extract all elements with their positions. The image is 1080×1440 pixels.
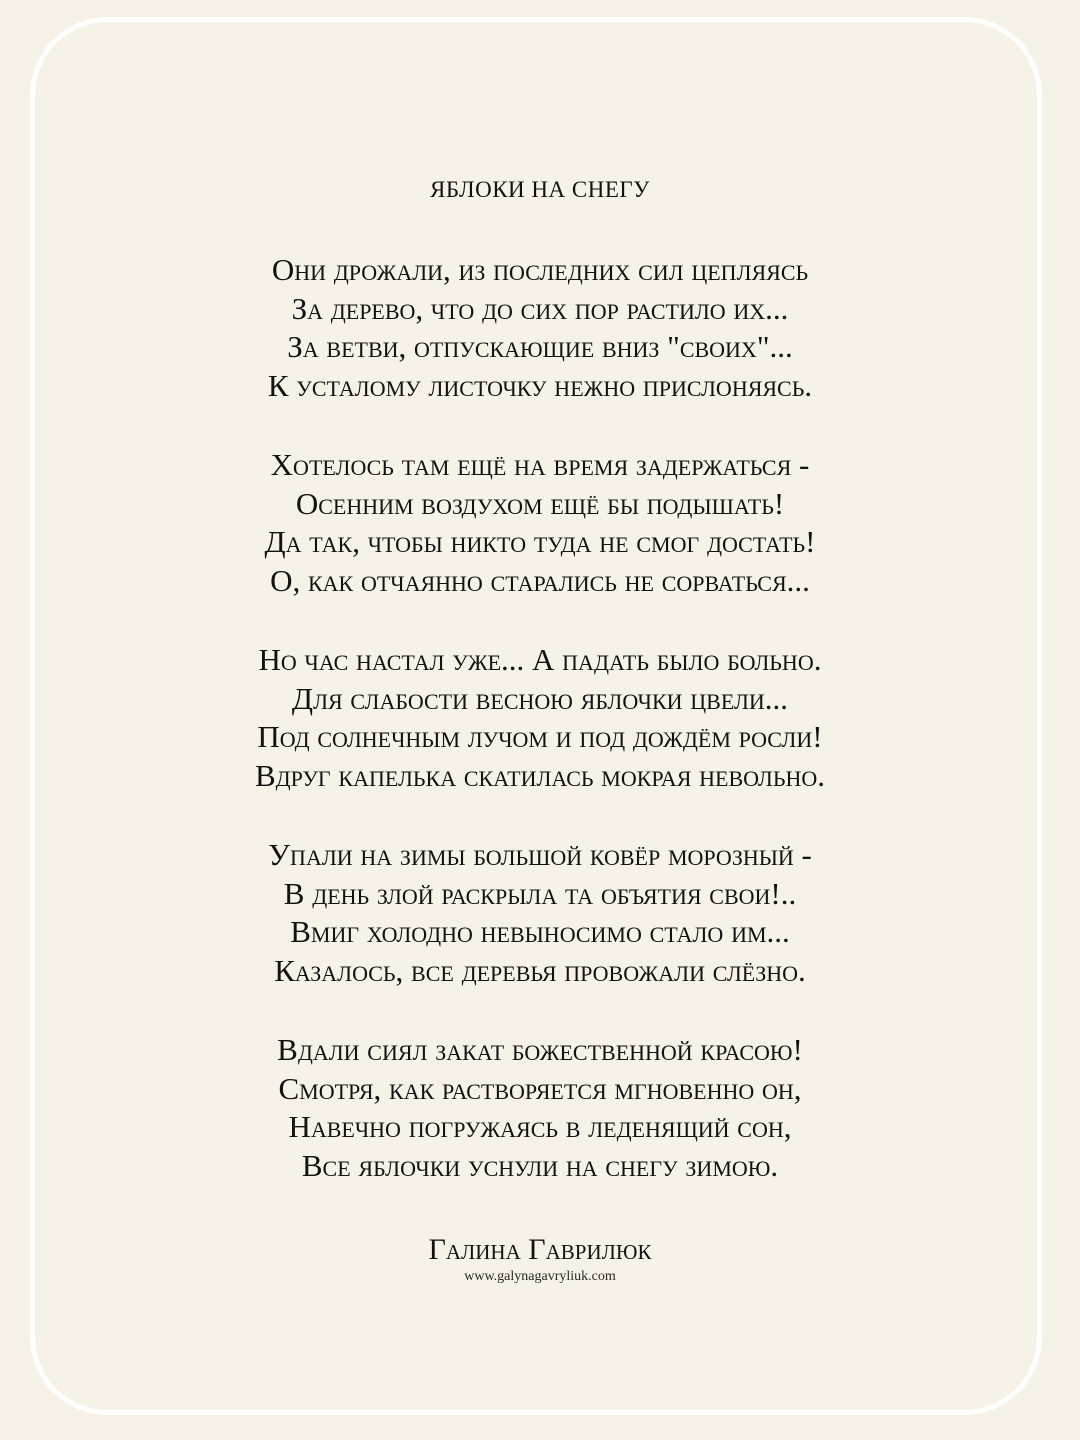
author-name: Галина Гаврилюк <box>428 1233 652 1266</box>
poem-line: Вмиг холодно невыносимо стало им... <box>290 914 790 949</box>
poem-line: Навечно погружаясь в леденящий сон, <box>288 1109 792 1144</box>
author-website: www.galynagavryliuk.com <box>464 1269 616 1284</box>
poem-line: К усталому листочку нежно прислоняясь. <box>267 367 813 403</box>
poem-line: Смотря, как растворяется мгновенно он, <box>278 1070 802 1106</box>
poem-line: Все яблочки уснули на снегу зимою. <box>301 1147 779 1183</box>
poem-line: Хотелось там ещё на время задержаться - <box>270 447 810 482</box>
stanza-5 <box>0 1031 1080 1185</box>
poem-card <box>0 175 1080 1286</box>
poem-title: ЯБЛОКИ НА СНЕГУ <box>430 177 650 202</box>
poem-body <box>0 251 1080 1185</box>
stanza-2 <box>0 446 1080 600</box>
poem-line: Они дрожали, из последних сил цепляясь <box>271 252 809 287</box>
poem-line: Для слабости весною яблочки цвели... <box>291 680 789 716</box>
poem-line: Под солнечным лучом и под дождём росли! <box>257 719 823 754</box>
stanza-1 <box>0 251 1080 405</box>
poem-line: Вдруг капелька скатилась мокрая невольно. <box>254 757 825 793</box>
poem-line: Казалось, все деревья провожали слёзно. <box>274 952 806 988</box>
poem-line: Упали на зимы большой ковёр морозный - <box>268 837 812 872</box>
poem-line: Но час настал уже... А падать было больно. <box>258 642 822 677</box>
stanza-4 <box>0 836 1080 990</box>
poem-line: В день злой раскрыла та объятия свои!.. <box>283 875 797 911</box>
poem-line: За ветви, отпускающие вниз "своих"... <box>287 329 793 364</box>
poem-line: Да так, чтобы никто туда не смог достать! <box>264 524 816 559</box>
poem-line: Вдали сиял закат божественной красою! <box>277 1032 803 1067</box>
poem-line: Осенним воздухом ещё бы подышать! <box>295 485 785 521</box>
poem-line: О, как отчаянно старались не сорваться... <box>270 562 810 598</box>
stanza-3 <box>0 641 1080 795</box>
poem-line: За дерево, что до сих пор растило их... <box>291 290 789 326</box>
